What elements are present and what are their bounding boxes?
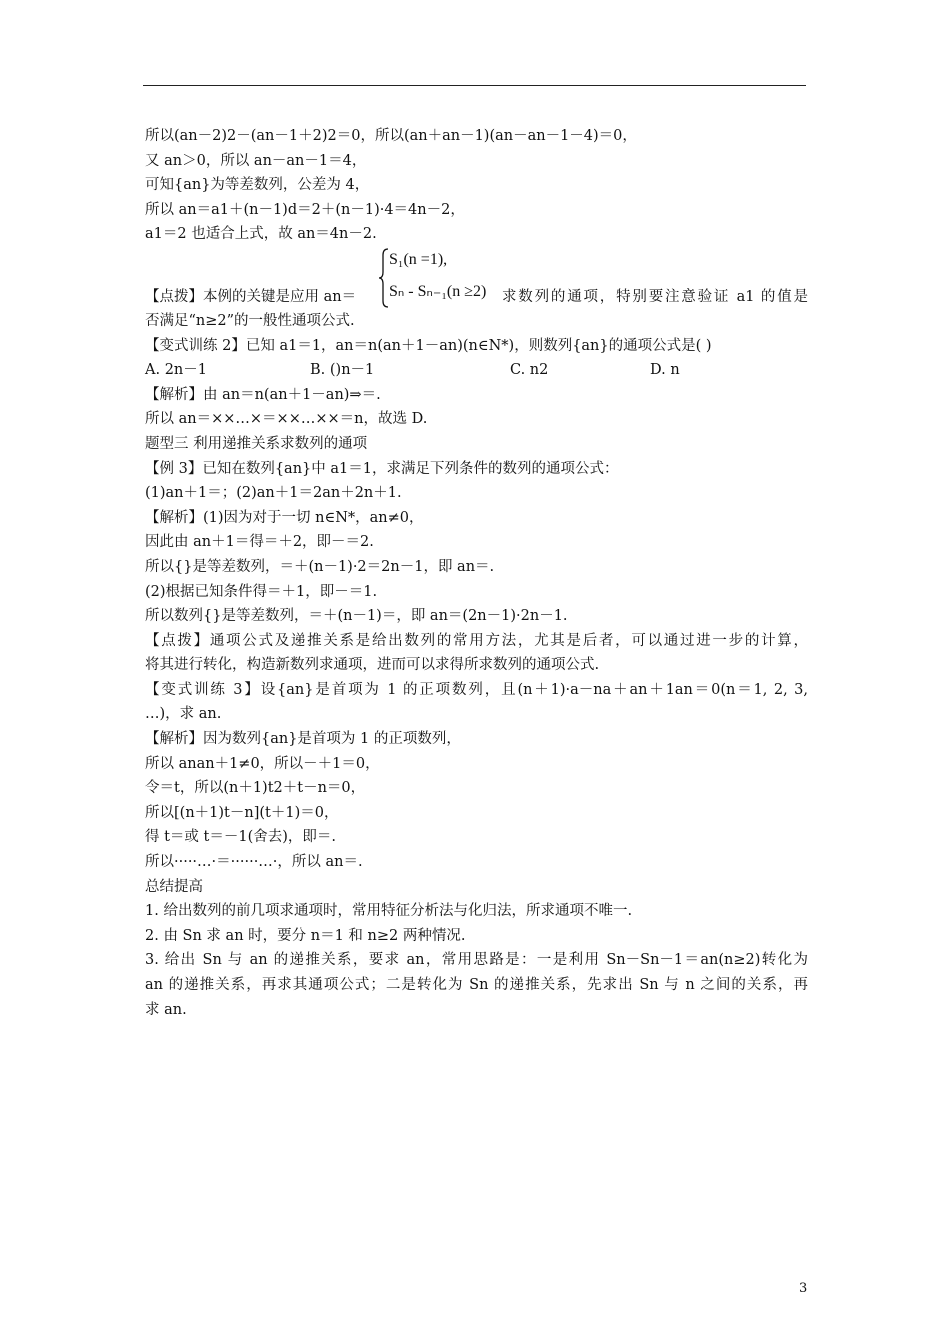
text-line: (2)根据已知条件得＝＋1，即－＝1. — [145, 583, 378, 600]
section-heading: 总结提高 — [145, 878, 203, 895]
text-line: 将其进行转化，构造新数列求通项，进而可以求得所求数列的通项公式. — [145, 657, 600, 674]
text-line: 3. 给出 Sn 与 an 的递推关系，要求 an，常用思路是：一是利用 Sn－Sn－1＝an(n≥2)转化为 — [145, 952, 808, 969]
text-line: 可知{an}为等差数列，公差为 4， — [145, 177, 370, 194]
option-c: C. n2 — [510, 362, 549, 379]
text-line: 【变式训练 3】设{an}是首项为 1 的正项数列，且(n＋1)·a－na＋an＋1an＝0(n＝1, 2, 3, — [145, 681, 808, 698]
text-line: a1＝2 也适合上式，故 an＝4n－2. — [145, 226, 377, 243]
text-line: 【点拨】通项公式及递推关系是给出数列的常用方法，尤其是后者，可以通过进一步的计算， — [145, 632, 808, 649]
header-rule — [143, 85, 806, 86]
formula-text-after: 求数列的通项，特别要注意验证 a1 的值是 — [502, 288, 808, 305]
answer-options — [145, 358, 808, 383]
text-line: 【例 3】已知在数列{an}中 a1＝1，求满足下列条件的数列的通项公式： — [145, 460, 619, 477]
piecewise-formula — [378, 247, 500, 309]
text-line: 所以·····…·＝······…·，所以 an＝. — [145, 854, 363, 871]
option-a: A. 2n－1 — [145, 362, 207, 379]
text-line: 令＝t，所以(n＋1)t2＋t－n＝0， — [145, 780, 366, 797]
formula-case-1: S₁(n =1), — [389, 250, 448, 268]
text-line: 所以 anan＋1≠0，所以－＋1＝0， — [145, 755, 380, 772]
text-line: 【解析】(1)因为对于一切 n∈N*，an≠0， — [145, 509, 424, 526]
page-number: 3 — [799, 1281, 808, 1296]
formula-case-2: Sₙ - Sₙ₋₁(n ≥2) — [389, 282, 487, 300]
text-line: 因此由 an＋1＝得＝＋2，即－＝2. — [145, 534, 374, 551]
text-line: …)，求 an. — [145, 706, 222, 723]
formula-text-before: 【点拨】本例的关键是应用 an＝ — [145, 288, 357, 305]
text-line: 求 an. — [145, 1001, 187, 1018]
text-line: an 的递推关系，再求其通项公式；二是转化为 Sn 的递推关系，先求出 Sn 与 n 之间的关系，再 — [145, 977, 808, 993]
text-line: 1. 给出数列的前几项求通项时，常用特征分析法与化归法，所求通项不唯一. — [145, 903, 633, 920]
text-line: 所以[(n＋1)t－n](t＋1)＝0， — [145, 804, 339, 821]
text-line: 所以{}是等差数列，＝＋(n－1)·2＝2n－1，即 an＝. — [145, 558, 495, 575]
text-line: 【变式训练 2】已知 a1＝1，an＝n(an＋1－an)(n∈N*)，则数列{an}的通项公式是( ) — [145, 337, 712, 354]
text-line: 所以数列{}是等差数列，＝＋(n－1)＝，即 an＝(2n－1)·2n－1. — [145, 608, 568, 625]
text-line: 所以 an＝××…×＝××…××＝n，故选 D. — [145, 411, 428, 428]
option-d: D. n — [650, 362, 680, 379]
text-line: 得 t＝或 t＝－1(舍去)，即＝. — [145, 829, 337, 846]
formula-line — [145, 247, 808, 309]
section-heading: 题型三 利用递推关系求数列的通项 — [145, 435, 368, 452]
option-b: B. ()n－1 — [310, 362, 375, 379]
text-line: 2. 由 Sn 求 an 时，要分 n＝1 和 n≥2 两种情况. — [145, 927, 466, 944]
document-body — [145, 124, 808, 1022]
text-line: 又 an＞0，所以 an－an－1＝4， — [145, 152, 367, 169]
text-line: 【解析】由 an＝n(an＋1－an)⇒＝. — [145, 386, 381, 403]
text-line: 所以 an＝a1＋(n－1)d＝2＋(n－1)·4＝4n－2， — [145, 201, 465, 218]
text-line: 【解析】因为数列{an}是首项为 1 的正项数列， — [145, 731, 461, 748]
text-line: (1)an＋1＝；(2)an＋1＝2an＋2n＋1. — [145, 485, 402, 502]
text-line: 否满足“n≥2”的一般性通项公式. — [145, 312, 355, 329]
text-line: 所以(an－2)2－(an－1＋2)2＝0，所以(an＋an－1)(an－an－1－4)＝0， — [145, 128, 637, 144]
